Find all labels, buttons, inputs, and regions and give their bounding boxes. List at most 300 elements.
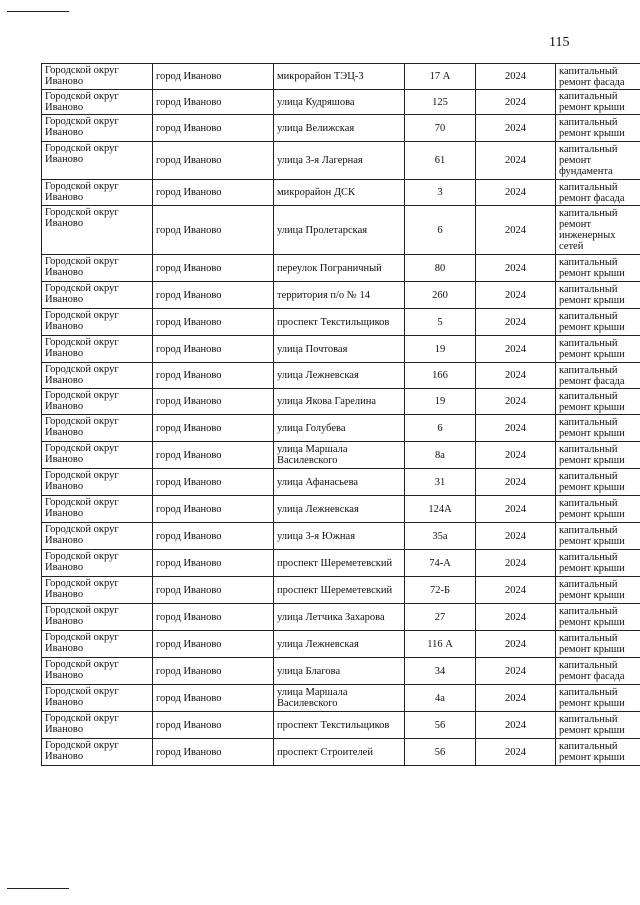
district-cell bbox=[42, 64, 153, 90]
work-text: капитальный ремонт крыши bbox=[559, 117, 625, 139]
top-rule bbox=[7, 11, 69, 12]
district-cell bbox=[42, 309, 153, 336]
work-text: капитальный ремонт крыши bbox=[559, 444, 625, 466]
year-text: 2024 bbox=[505, 122, 526, 134]
house-text: 61 bbox=[434, 155, 446, 166]
street-cell bbox=[274, 115, 405, 142]
house-cell bbox=[405, 115, 476, 142]
house-text: 5 bbox=[437, 316, 443, 328]
district-cell bbox=[42, 115, 153, 142]
street-cell bbox=[274, 142, 405, 180]
city-cell bbox=[153, 115, 274, 142]
year-cell bbox=[476, 523, 556, 550]
house-cell bbox=[405, 309, 476, 336]
year-cell bbox=[476, 442, 556, 469]
city-cell bbox=[153, 206, 274, 255]
district-text: Городской округ Иваново bbox=[45, 91, 119, 113]
street-text: улица Лежневская bbox=[277, 638, 359, 650]
house-text: 56 bbox=[434, 719, 446, 731]
district-cell bbox=[42, 550, 153, 577]
city-cell bbox=[153, 309, 274, 336]
house-text: 74-А bbox=[429, 557, 451, 569]
street-text: проспект Текстильщиков bbox=[277, 316, 390, 328]
city-cell bbox=[153, 255, 274, 282]
district-text: Городской округ Иваново bbox=[45, 283, 119, 305]
year-text: 2024 bbox=[505, 719, 526, 731]
city-text: город Иваново bbox=[156, 71, 222, 82]
district-text: Городской округ Иваново bbox=[45, 143, 119, 165]
city-text: город Иваново bbox=[156, 557, 222, 569]
district-text: Городской округ Иваново bbox=[45, 181, 119, 203]
house-text: 17 А bbox=[429, 71, 451, 82]
year-cell bbox=[476, 469, 556, 496]
work-text: капитальный ремонт крыши bbox=[559, 606, 625, 628]
house-cell bbox=[405, 712, 476, 739]
street-text: улица 3-я Лагерная bbox=[277, 155, 363, 166]
street-text: улица Лежневская bbox=[277, 370, 359, 381]
district-text: Городской округ Иваново bbox=[45, 551, 119, 573]
city-cell bbox=[153, 523, 274, 550]
street-cell bbox=[274, 712, 405, 739]
work-text: капитальный ремонт крыши bbox=[559, 417, 625, 439]
year-cell bbox=[476, 658, 556, 685]
year-cell bbox=[476, 255, 556, 282]
street-cell bbox=[274, 206, 405, 255]
table-row bbox=[42, 363, 640, 389]
district-text: Городской округ Иваново bbox=[45, 310, 119, 332]
year-cell bbox=[476, 577, 556, 604]
district-text: Городской округ Иваново bbox=[45, 578, 119, 600]
city-cell bbox=[153, 712, 274, 739]
street-text: улица Афанасьева bbox=[277, 476, 359, 488]
table-row bbox=[42, 658, 640, 685]
bottom-rule bbox=[7, 888, 69, 889]
work-cell bbox=[556, 389, 640, 415]
year-text: 2024 bbox=[505, 584, 526, 596]
house-text: 19 bbox=[434, 343, 446, 355]
year-text: 2024 bbox=[505, 71, 526, 82]
street-text: улица Голубева bbox=[277, 422, 346, 434]
work-cell bbox=[556, 685, 640, 712]
street-cell bbox=[274, 389, 405, 415]
district-text: Городской округ Иваново bbox=[45, 497, 119, 519]
district-text: Городской округ Иваново bbox=[45, 337, 119, 359]
district-text: Городской округ Иваново bbox=[45, 632, 119, 654]
street-text: улица Якова Гарелина bbox=[277, 396, 376, 407]
city-text: город Иваново bbox=[156, 155, 222, 166]
street-text: микрорайон ТЭЦ-3 bbox=[277, 71, 364, 82]
street-cell bbox=[274, 309, 405, 336]
city-text: город Иваново bbox=[156, 262, 222, 274]
city-text: город Иваново bbox=[156, 289, 222, 301]
work-cell bbox=[556, 523, 640, 550]
city-text: город Иваново bbox=[156, 96, 222, 108]
district-cell bbox=[42, 496, 153, 523]
table-row bbox=[42, 604, 640, 631]
street-text: улица Маршала Василевского bbox=[277, 444, 348, 466]
street-text: улица Велижская bbox=[277, 122, 355, 134]
work-text: капитальный ремонт фундамента bbox=[559, 144, 618, 177]
street-text: улица Пролетарская bbox=[277, 224, 368, 236]
work-text: капитальный ремонт крыши bbox=[559, 714, 625, 736]
city-text: город Иваново bbox=[156, 422, 222, 434]
city-text: город Иваново bbox=[156, 665, 222, 677]
district-cell bbox=[42, 631, 153, 658]
street-cell bbox=[274, 64, 405, 90]
year-cell bbox=[476, 496, 556, 523]
year-text: 2024 bbox=[505, 370, 526, 381]
district-text: Городской округ Иваново bbox=[45, 116, 119, 138]
year-text: 2024 bbox=[505, 503, 526, 515]
house-text: 125 bbox=[432, 96, 448, 108]
street-text: микрорайон ДСК bbox=[277, 187, 356, 198]
city-text: город Иваново bbox=[156, 396, 222, 407]
year-cell bbox=[476, 739, 556, 766]
table-row bbox=[42, 115, 640, 142]
city-cell bbox=[153, 180, 274, 206]
house-text: 34 bbox=[434, 665, 446, 677]
city-text: город Иваново bbox=[156, 370, 222, 381]
city-cell bbox=[153, 442, 274, 469]
table-row bbox=[42, 442, 640, 469]
work-cell bbox=[556, 206, 640, 255]
work-cell bbox=[556, 282, 640, 309]
district-cell bbox=[42, 363, 153, 389]
city-cell bbox=[153, 142, 274, 180]
street-cell bbox=[274, 336, 405, 363]
table-row bbox=[42, 282, 640, 309]
district-text: Городской округ Иваново bbox=[45, 605, 119, 627]
year-cell bbox=[476, 142, 556, 180]
street-text: улица Маршала Василевского bbox=[277, 687, 348, 709]
city-cell bbox=[153, 550, 274, 577]
house-text: 116 А bbox=[427, 638, 453, 650]
work-cell bbox=[556, 363, 640, 389]
house-cell bbox=[405, 442, 476, 469]
year-text: 2024 bbox=[505, 224, 526, 236]
year-cell bbox=[476, 90, 556, 115]
table-row bbox=[42, 631, 640, 658]
work-text: капитальный ремонт крыши bbox=[559, 338, 625, 360]
repair-schedule-table bbox=[41, 63, 640, 766]
house-cell bbox=[405, 206, 476, 255]
year-text: 2024 bbox=[505, 746, 526, 758]
table-row bbox=[42, 255, 640, 282]
table-row bbox=[42, 64, 640, 90]
house-text: 70 bbox=[434, 122, 446, 134]
street-cell bbox=[274, 523, 405, 550]
year-cell bbox=[476, 309, 556, 336]
street-text: улица Благова bbox=[277, 665, 341, 677]
house-cell bbox=[405, 550, 476, 577]
street-text: улица Летчика Захарова bbox=[277, 611, 385, 623]
street-cell bbox=[274, 90, 405, 115]
work-text: капитальный ремонт крыши bbox=[559, 390, 625, 413]
street-text: улица 3-я Южная bbox=[277, 530, 356, 542]
district-cell bbox=[42, 389, 153, 415]
table-row bbox=[42, 309, 640, 336]
district-cell bbox=[42, 255, 153, 282]
table-row bbox=[42, 415, 640, 442]
house-cell bbox=[405, 469, 476, 496]
page-number: 115 bbox=[549, 35, 570, 50]
work-text: капитальный ремонт крыши bbox=[559, 552, 625, 574]
house-cell bbox=[405, 658, 476, 685]
year-text: 2024 bbox=[505, 343, 526, 355]
house-cell bbox=[405, 415, 476, 442]
street-cell bbox=[274, 180, 405, 206]
year-text: 2024 bbox=[505, 476, 526, 488]
city-cell bbox=[153, 496, 274, 523]
city-text: город Иваново bbox=[156, 187, 222, 198]
work-text: капитальный ремонт крыши bbox=[559, 741, 625, 763]
house-cell bbox=[405, 604, 476, 631]
house-cell bbox=[405, 90, 476, 115]
year-cell bbox=[476, 604, 556, 631]
year-cell bbox=[476, 206, 556, 255]
district-cell bbox=[42, 90, 153, 115]
table-row bbox=[42, 142, 640, 180]
table-row bbox=[42, 389, 640, 415]
street-text: территория п/о № 14 bbox=[277, 289, 370, 301]
district-text: Городской округ Иваново bbox=[45, 443, 119, 465]
city-cell bbox=[153, 64, 274, 90]
street-cell bbox=[274, 685, 405, 712]
year-text: 2024 bbox=[505, 96, 526, 108]
work-text: капитальный ремонт крыши bbox=[559, 91, 625, 113]
house-cell bbox=[405, 282, 476, 309]
house-text: 72-Б bbox=[429, 584, 451, 596]
year-text: 2024 bbox=[505, 557, 526, 569]
house-cell bbox=[405, 631, 476, 658]
work-cell bbox=[556, 255, 640, 282]
work-cell bbox=[556, 550, 640, 577]
district-cell bbox=[42, 739, 153, 766]
work-text: капитальный ремонт крыши bbox=[559, 633, 625, 655]
district-cell bbox=[42, 282, 153, 309]
house-cell bbox=[405, 336, 476, 363]
year-text: 2024 bbox=[505, 449, 526, 461]
work-text: капитальный ремонт крыши bbox=[559, 687, 625, 709]
work-text: капитальный ремонт инженерных сетей bbox=[559, 208, 618, 252]
year-cell bbox=[476, 336, 556, 363]
table-row bbox=[42, 577, 640, 604]
city-text: город Иваново bbox=[156, 611, 222, 623]
work-text: капитальный ремонт крыши bbox=[559, 257, 625, 279]
house-text: 27 bbox=[434, 611, 446, 623]
work-cell bbox=[556, 577, 640, 604]
district-text: Городской округ Иваново bbox=[45, 740, 119, 762]
city-cell bbox=[153, 415, 274, 442]
house-text: 19 bbox=[434, 396, 446, 407]
house-cell bbox=[405, 389, 476, 415]
district-text: Городской округ Иваново bbox=[45, 390, 119, 412]
street-cell bbox=[274, 415, 405, 442]
city-cell bbox=[153, 685, 274, 712]
year-cell bbox=[476, 712, 556, 739]
work-cell bbox=[556, 739, 640, 766]
district-cell bbox=[42, 658, 153, 685]
city-cell bbox=[153, 469, 274, 496]
street-text: улица Кудряшова bbox=[277, 96, 355, 108]
work-cell bbox=[556, 336, 640, 363]
district-cell bbox=[42, 604, 153, 631]
district-text: Городской округ Иваново bbox=[45, 686, 119, 708]
year-cell bbox=[476, 282, 556, 309]
year-cell bbox=[476, 415, 556, 442]
year-text: 2024 bbox=[505, 665, 526, 677]
work-cell bbox=[556, 90, 640, 115]
district-cell bbox=[42, 523, 153, 550]
district-cell bbox=[42, 469, 153, 496]
year-text: 2024 bbox=[505, 316, 526, 328]
house-text: 124А bbox=[428, 503, 452, 515]
work-text: капитальный ремонт фасада bbox=[559, 181, 625, 204]
city-cell bbox=[153, 336, 274, 363]
year-text: 2024 bbox=[505, 155, 526, 166]
table-row bbox=[42, 685, 640, 712]
year-text: 2024 bbox=[505, 422, 526, 434]
street-cell bbox=[274, 255, 405, 282]
work-cell bbox=[556, 496, 640, 523]
year-text: 2024 bbox=[505, 396, 526, 407]
street-cell bbox=[274, 282, 405, 309]
work-text: капитальный ремонт крыши bbox=[559, 498, 625, 520]
city-text: город Иваново bbox=[156, 692, 222, 704]
house-text: 3 bbox=[437, 187, 443, 198]
house-cell bbox=[405, 577, 476, 604]
work-cell bbox=[556, 180, 640, 206]
work-cell bbox=[556, 115, 640, 142]
city-cell bbox=[153, 282, 274, 309]
work-cell bbox=[556, 469, 640, 496]
house-cell bbox=[405, 142, 476, 180]
house-text: 31 bbox=[434, 476, 446, 488]
city-text: город Иваново bbox=[156, 476, 222, 488]
house-cell bbox=[405, 523, 476, 550]
year-text: 2024 bbox=[505, 262, 526, 274]
house-cell bbox=[405, 64, 476, 90]
city-text: город Иваново bbox=[156, 719, 222, 731]
year-cell bbox=[476, 550, 556, 577]
city-text: город Иваново bbox=[156, 449, 222, 461]
district-cell bbox=[42, 577, 153, 604]
street-cell bbox=[274, 604, 405, 631]
city-text: город Иваново bbox=[156, 584, 222, 596]
city-cell bbox=[153, 739, 274, 766]
street-text: проспект Шереметевский bbox=[277, 557, 393, 569]
house-text: 35а bbox=[432, 530, 448, 542]
district-text: Городской округ Иваново bbox=[45, 713, 119, 735]
house-cell bbox=[405, 255, 476, 282]
year-text: 2024 bbox=[505, 638, 526, 650]
house-text: 56 bbox=[434, 746, 446, 758]
city-cell bbox=[153, 90, 274, 115]
work-cell bbox=[556, 658, 640, 685]
work-text: капитальный ремонт крыши bbox=[559, 525, 625, 547]
city-text: город Иваново bbox=[156, 503, 222, 515]
city-cell bbox=[153, 604, 274, 631]
work-cell bbox=[556, 712, 640, 739]
year-cell bbox=[476, 363, 556, 389]
city-text: город Иваново bbox=[156, 638, 222, 650]
house-cell bbox=[405, 363, 476, 389]
work-cell bbox=[556, 309, 640, 336]
table-row bbox=[42, 90, 640, 115]
district-cell bbox=[42, 142, 153, 180]
street-text: переулок Пограничный bbox=[277, 262, 382, 274]
house-text: 260 bbox=[432, 289, 448, 301]
district-text: Городской округ Иваново bbox=[45, 524, 119, 546]
work-cell bbox=[556, 604, 640, 631]
district-cell bbox=[42, 180, 153, 206]
table-row bbox=[42, 550, 640, 577]
table-row bbox=[42, 180, 640, 206]
year-text: 2024 bbox=[505, 692, 526, 704]
table-row bbox=[42, 206, 640, 255]
house-cell bbox=[405, 496, 476, 523]
year-cell bbox=[476, 180, 556, 206]
house-cell bbox=[405, 739, 476, 766]
city-text: город Иваново bbox=[156, 746, 222, 758]
table-row bbox=[42, 496, 640, 523]
year-text: 2024 bbox=[505, 611, 526, 623]
district-text: Городской округ Иваново bbox=[45, 470, 119, 492]
house-text: 6 bbox=[437, 224, 443, 236]
work-cell bbox=[556, 415, 640, 442]
street-cell bbox=[274, 496, 405, 523]
year-cell bbox=[476, 685, 556, 712]
city-text: город Иваново bbox=[156, 343, 222, 355]
work-cell bbox=[556, 142, 640, 180]
district-cell bbox=[42, 685, 153, 712]
house-cell bbox=[405, 180, 476, 206]
street-cell bbox=[274, 363, 405, 389]
year-text: 2024 bbox=[505, 289, 526, 301]
district-text: Городской округ Иваново bbox=[45, 65, 119, 87]
work-text: капитальный ремонт крыши bbox=[559, 284, 625, 306]
city-cell bbox=[153, 389, 274, 415]
work-text: капитальный ремонт фасада bbox=[559, 660, 625, 682]
house-text: 80 bbox=[434, 262, 446, 274]
district-cell bbox=[42, 206, 153, 255]
house-cell bbox=[405, 685, 476, 712]
city-cell bbox=[153, 658, 274, 685]
house-text: 166 bbox=[432, 370, 448, 381]
street-cell bbox=[274, 658, 405, 685]
city-cell bbox=[153, 363, 274, 389]
street-text: улица Почтовая bbox=[277, 343, 348, 355]
year-cell bbox=[476, 115, 556, 142]
table-body bbox=[42, 64, 640, 766]
city-text: город Иваново bbox=[156, 224, 222, 236]
street-cell bbox=[274, 550, 405, 577]
table-row bbox=[42, 523, 640, 550]
year-text: 2024 bbox=[505, 530, 526, 542]
table-row bbox=[42, 739, 640, 766]
city-text: город Иваново bbox=[156, 316, 222, 328]
table-row bbox=[42, 712, 640, 739]
street-text: проспект Текстильщиков bbox=[277, 719, 390, 731]
table-row bbox=[42, 469, 640, 496]
house-text: 6 bbox=[437, 422, 443, 434]
city-text: город Иваново bbox=[156, 122, 222, 134]
work-text: капитальный ремонт крыши bbox=[559, 579, 625, 601]
year-cell bbox=[476, 631, 556, 658]
district-cell bbox=[42, 415, 153, 442]
house-text: 8а bbox=[435, 449, 445, 461]
district-cell bbox=[42, 442, 153, 469]
